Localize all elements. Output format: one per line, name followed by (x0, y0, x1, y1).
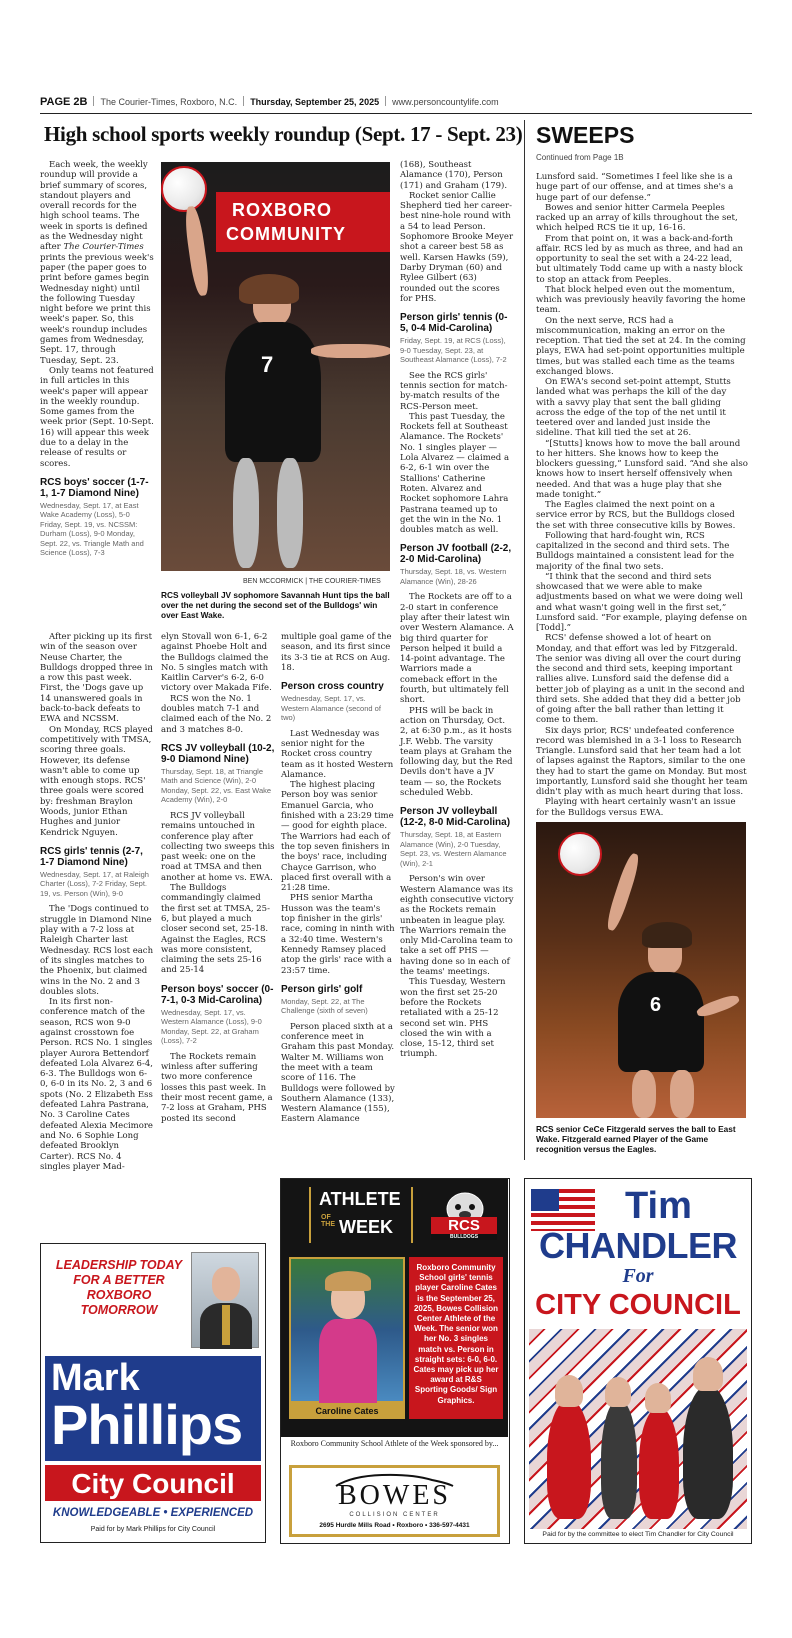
ad-office: CITY COUNCIL (535, 1289, 741, 1321)
person-head (693, 1357, 723, 1391)
page-number: PAGE 2B (40, 96, 88, 108)
leg-right (277, 458, 303, 568)
paragraph: multiple goal game of the season, and its first since its 3-3 tie at RCS on Aug. 18. (281, 632, 392, 673)
section-heading: RCS JV volleyball (10-2, 9-0 Diamond Nine) (161, 742, 275, 765)
aotw-athlete: ATHLETE (319, 1189, 401, 1209)
section-heading: Person boys' soccer (0-7-1, 0-3 Mid-Carolina) (161, 983, 274, 1006)
athlete-name: Caroline Cates (289, 1403, 405, 1419)
photo-credit: BEN MCCORMICK | THE COURIER-TIMES (243, 578, 381, 585)
schedule: Wednesday, Sept. 17, at Raleigh Charter (Loss), 7-2 Friday, Sept. 19, vs. Person (Win), 9-0 (40, 869, 149, 898)
page-header (40, 96, 752, 112)
paragraph: “I think that the second and third sets showcased that we were able to make adjustments based on what we were doing well and what wasn't going well in the first set,” Lunsford said. “For example, playing defense on [Todd].” (536, 571, 748, 633)
section-heading: RCS boys' soccer (1-7-1, 1-7 Diamond Nine) (40, 476, 149, 499)
athlete-photo (289, 1257, 405, 1403)
section-heading: Person girls' tennis (0-5, 0-4 Mid-Carolina) (400, 312, 508, 335)
roundup-col-1 (40, 160, 154, 564)
schedule: Wednesday, Sept. 17, vs. Western Alamance (Loss), 9-0 Monday, Sept. 22, at Graham (Loss), 7-2 (161, 1007, 262, 1046)
aotw-of: OF THE (321, 1214, 335, 1228)
intro-paragraph-2: Only teams not featured in full articles in this week's paper will appear in the weekly roundup. Some games from the week prior (Sept. 10-Sept. 16) will appear this week due to a delay in the release of results or scores. (40, 365, 154, 469)
schedule: Wednesday, Sept. 17, at East Wake Academy (Loss), 5-0 Friday, Sept. 19, vs. NCSSM: Durham (Loss), 9-0 Monday, Sept. 22, vs. Triangle Math and Science (Loss), 7-3 (40, 500, 144, 558)
ad-tim-chandler[interactable] (524, 1178, 752, 1544)
paragraph: Person's win over Western Alamance was its eighth consecutive victory as the Rockets remain unbeaten in league play. The Warriors remain the only Mid-Carolina team to take a set off PHS — having done so in each of the teams' meetings. (400, 874, 514, 978)
intro-paragraph-1: Each week, the weekly roundup will provide a brief summary of scores, standout players and overall records for the high school teams. The week in sports is defined as the Wednesday night after The Courier-Times prints the previous week's paper (the paper goes to print before games begin Wednesday night) until the following Tuesday night before we print this week's paper. So, this week's roundup includes games from Wednesday, Sept. 17, through Tuesday, Sept. 23. (40, 160, 154, 366)
paragraph: From that point on, it was a back-and-forth affair. RCS led by as much as three, and had an opportunity to seal the set with a 24-22 lead, but ultimately Todd came up with a nasty block to stop an attack from Peeples. (536, 233, 744, 285)
paragraph: elyn Stovall won 6-1, 6-2 against Phoebe Holt and the Bulldogs claimed the No. 5 singles match with Kaitlin Carver's 6-2, 6-0 victory over Makada Fife. (161, 632, 272, 694)
paragraph: The highest placing Person boy was senior Emanuel Garcia, who finished with a 23:29 time — good for eighth place. The Warriors had each of the top seven finishers in the boys' race, including Chayce Garrison, who placed first overall with a 21:28 time. (281, 780, 394, 894)
paragraph: Person placed sixth at a conference meet in Graham this past Monday. Walter M. Williams won the meet with a team score of 116. The Bulldogs were followed by Southern Alamance (133), Western Alamance (155), Eastern Alamance (281, 1021, 395, 1125)
player-hair (239, 274, 299, 304)
section-heading: Person JV football (2-2, 2-0 Mid-Carolina) (400, 543, 512, 566)
paragraph: The Bulldogs commandingly claimed the first set at TMSA, 25-6, but played a much closer second set, 25-18. Against the Eagles, RCS was more consistent, claiming the sets 25-16 and 25-14 (161, 883, 270, 976)
header-rule (40, 113, 752, 114)
leg-right (670, 1070, 694, 1118)
school-wordmark: RCS BULLDOGS (431, 1217, 497, 1240)
paragraph: In its first non-conference match of the season, RCS won 9-0 against crosstown foe Person. RCS No. 1 singles player Aurora Bettendorf defeated Lola Alvarez 6-4, 6-3. The Bulldogs won 6-0, 6-0 in its No. 2, 3 and 6 spots (No. 2 Elizabeth Ess defeated Lahra Pastrana, No. 3 Caroline Cates defeated Alexia Mecimore and No. 6 Sophie Long defeated Brooklyn Carter). RCS No. 4 singles player Mad- (40, 997, 153, 1172)
article-headline: High school sports weekly roundup (Sept. 17 - Sept. 23) (44, 122, 523, 146)
column-divider (524, 120, 525, 1160)
paragraph: “[Stutts] knows how to move the ball around to her hitters. She knows how to keep the blockers guessing,” Lunsford said. “And she also knows how to insert herself offensively when needed. And that was a huge play that she made tonight.” (536, 438, 748, 500)
sweeps-body (536, 172, 748, 818)
paragraph: Six days prior, RCS' undefeated conference record was blemished in a 3-1 loss to Research Triangle. Lunsford said that her team had a lot of lapses against the Raptors, similar to the one they had to start the game on Monday. But most importantly, Lunsford said she thought her team didn't play with as much heart during that loss. (536, 725, 748, 797)
schedule: Friday, Sept. 19, at RCS (Loss), 9-0 Tuesday, Sept. 23, at Southeast Alamance (Loss), 7-2 (400, 336, 507, 365)
paragraph: This past Tuesday, the Rockets fell at Southeast Alamance. The Rockets' No. 1 singles player — Lola Alvarez — claimed a 6-2, 6-1 win over the Stallions' Catherine Roten. Alvarez and Rocket sophomore Lahra Pastrana teamed up to get the win in the No. 1 doubles match as well. (400, 411, 510, 536)
paragraph: (168), Southeast Alamance (170), Person (171) and Graham (179). (400, 160, 508, 191)
raised-arm (604, 852, 642, 932)
candidate-family-photo (529, 1329, 747, 1529)
leg-left (632, 1070, 656, 1118)
player-jersey: 7 (225, 322, 321, 462)
paragraph: After picking up its first win of the season over Neuse Charter, the Bulldogs dropped three in a row this past week. First, the 'Dogs gave up 14 unanswered goals in back-to-back defeats to EWA and NCSSM. (40, 632, 153, 725)
continued-line: Continued from Page 1B (536, 153, 624, 162)
paragraph: This Tuesday, Western won the first set 25-20 before the Rockets retaliated with a 25-12 second set win. PHS closed the win with a close, 15-12, third set triumph. (400, 977, 506, 1060)
candidate-last-name: Phillips (51, 1393, 243, 1456)
ad-for: For (622, 1265, 654, 1287)
paragraph: RCS' defense showed a lot of heart on Monday, and that effort was led by Fitzgerald. The senior was diving all over the court during the second and third sets, keeping important rallies alive. Lunsford said the defense did a better job of playing as a unit in the second and third sets. She added that they did a better job of going after the ball rather than letting it come to them. (536, 633, 745, 726)
schedule: Thursday, Sept. 18, at Eastern Alamance (Win), 2-0 Tuesday, Sept. 23, vs. Western Alamance (Win), 2-1 (400, 830, 507, 868)
ad-paid-for: Paid for by Mark Phillips for City Council (90, 1526, 216, 1533)
player-jersey: 6 (618, 972, 704, 1072)
volleyball-photo-fitzgerald (536, 822, 746, 1118)
person-figure (547, 1399, 591, 1519)
issue-date: Thursday, September 25, 2025 (250, 97, 380, 107)
paragraph: Rocket senior Callie Shepherd tied her career-best nine-hole round with a 54 to lead Person. Sophomore Brooke Meyer shot a career best 58 as well. Karsen Hawks (59), Darby Dryman (60) and Rylee Gilbert (63) rounded out the scores for PHS. (400, 190, 514, 304)
paragraph: RCS won the No. 1 doubles match 7-1 and claimed each of the No. 2 and 3 matches 8-0. (161, 693, 272, 735)
volleyball (161, 166, 207, 212)
paragraph: The Eagles claimed the next point on a service error by RCS, but the Bulldogs closed the set with three consecutive kills by Bowes. (536, 500, 736, 531)
schedule: Thursday, Sept. 18, vs. Western Alamance (Win), 28-26 (400, 567, 507, 586)
photo-caption: RCS senior CeCe Fitzgerald serves the ball to East Wake. Fitzgerald earned Player of the Game recognition versus the Eagles. (536, 1124, 736, 1154)
paragraph: The Rockets are off to a 2-0 start in conference play after their latest win over Western Alamance. A big third quarter for Person helped it build a 14-point advantage. The Warriors made a comeback effort in the fourth, but ultimately fell short. (400, 592, 514, 706)
site-url[interactable]: www.personcountylife.com (392, 97, 499, 107)
raised-arm (183, 205, 211, 296)
paragraph: On Monday, RCS played competitively with TMSA, scoring three goals. However, its defense wasn't able to come up with enough stops. RCS' three goals were scored by: freshman Braylon Woods, junior Ethan Hughes and junior Kendrick Nguyen. (40, 724, 153, 838)
ad-paid-for: Paid for by the committee to elect Tim Chandler for City Council (542, 1531, 734, 1538)
section-heading: Person cross country (281, 681, 384, 693)
candidate-last-name: CHANDLER (539, 1225, 737, 1266)
person-figure (601, 1399, 637, 1519)
paragraph: Last Wednesday was senior night for the Rocket cross country team as it hosted Western Alamance. (281, 728, 394, 780)
roundup-col-2 (161, 632, 275, 1124)
leg-left (233, 458, 259, 568)
person-figure (639, 1407, 679, 1519)
sweeps-headline: SWEEPS (536, 122, 635, 148)
schedule: Wednesday, Sept. 17, vs. Western Alamance (second of two) (281, 694, 381, 723)
paragraph: PHS senior Martha Husson was the team's top finisher in the girls' race, coming in ninth with a 32:40 time. Western's Kennedy Ramsey placed atop the girls' race with a 23:57 time. (281, 893, 395, 976)
paragraph: The Rockets remain winless after suffering two more conference losses this past week. In their most recent game, a 7-2 loss at Graham, PHS posted its second (161, 1051, 273, 1124)
person-head (605, 1377, 631, 1407)
paragraph: RCS JV volleyball remains untouched in conference play after collecting two sweeps this past week: one on the road at TMSA and then another at home vs. EWA. (161, 810, 275, 883)
paragraph: Bowes and senior hitter Carmela Peeples racked up an array of kills throughout the set, which helped RCS tie it up, 16-16. (536, 202, 738, 234)
roundup-col-3 (281, 632, 395, 1125)
extended-arm (311, 344, 390, 358)
ad-mark-phillips[interactable] (40, 1243, 266, 1543)
sponsor-line: Roxboro Community School Athlete of the Week sponsored by... (290, 1439, 499, 1448)
candidate-first-name: Tim (625, 1185, 692, 1227)
candidate-first-name: Mark (51, 1357, 140, 1399)
paragraph: On EWA's second set-point attempt, Stutts landed what was perhaps the kill of the day with a savvy play that sent the ball gliding across the edge of the top of the net until it teetered over and landed just inside the sideline. That kill tied the set at 26. (536, 377, 731, 439)
paragraph: The 'Dogs continued to struggle in Diamond Nine play with a 7-2 loss at Raleigh Charter last Wednesday. RCS lost each of its singles matches to the Phoenix, but claimed wins in the No. 2 and 3 doubles slots. (40, 904, 154, 997)
photo-caption: RCS volleyball JV sophomore Savannah Hunt tips the ball over the net during the second set of the Bulldogs' win over East Wake. (161, 590, 390, 620)
aotw-panel (281, 1179, 508, 1437)
paper-name: The Courier-Times, Roxboro, N.C. (100, 97, 238, 107)
ad-athlete-of-the-week[interactable] (280, 1178, 510, 1544)
paragraph: Following that hard-fought win, RCS capitalized in the second and third sets. The Bulldogs maintained a consistent lead for the majority of the final two sets. (536, 530, 735, 572)
schedule: Monday, Sept. 22, at The Challenge (sixth of seven) (281, 996, 368, 1016)
player-hair (642, 922, 692, 948)
paragraph: PHS will be back in action on Thursday, Oct. 2, at 6:30 p.m., as it hosts J.F. Webb. The varsity team plays at Graham the following day, but the Red Devils don't have a JV team — so, the Rockets scheduled Webb. (400, 705, 513, 799)
person-figure (683, 1385, 733, 1519)
volleyball (558, 832, 602, 876)
arm (695, 993, 740, 1019)
section-heading: Person girls' golf (281, 983, 363, 995)
volleyball-photo-hunt (161, 162, 390, 571)
candidate-portrait (191, 1252, 259, 1348)
bowes-logo: BOWES COLLISION CENTER 2695 Hurdle Mills Road • Roxboro • 336-597-4431 (289, 1465, 500, 1537)
ad-office: City Council (71, 1468, 235, 1499)
ad-slogan: KNOWLEDGEABLE • EXPERIENCED (52, 1507, 254, 1519)
aotw-week: WEEK (339, 1217, 393, 1237)
roundup-col-4 (400, 160, 514, 1060)
paragraph: Lunsford said. “Sometimes I feel like she is a huge part of our offense, and at times she's a huge part of our defense.” (536, 172, 734, 203)
section-heading: RCS girls' tennis (2-7, 1-7 Diamond Nine) (40, 845, 143, 868)
paragraph: That block helped even out the momentum, which was previously heavily favoring the home team. (536, 284, 746, 316)
person-head (555, 1375, 583, 1407)
section-heading: Person JV volleyball (12-2, 8-0 Mid-Carolina) (400, 806, 511, 829)
athlete-blurb: Roxboro Community School girls' tennis player Caroline Cates is the September 25, 2025, Bowes Collision Center Athlete of the Week. The senior won her No. 3 singles match vs. Person in straight sets: 6-0, 6-0. Cates may pick up her award at R&S Sporting Goods/ Sign Graphics. (409, 1257, 503, 1419)
person-head (645, 1383, 671, 1413)
schedule: Thursday, Sept. 18, at Triangle Math and Science (Win), 2-0 Monday, Sept. 22, vs. East Wake Academy (Win), 2-0 (161, 766, 272, 805)
paragraph: On the next serve, RCS had a miscommunication, making an error on the reception. That tied the set at 24. In the coming plays, EWA had set-point opportunities multiple times, but was stalled each time as the teams exchanged blows. (536, 315, 746, 377)
ad-tagline: LEADERSHIP TODAY FOR A BETTER ROXBORO TOMORROW (55, 1258, 183, 1317)
paragraph: Playing with heart certainly wasn't an issue for the Bulldogs versus EWA. (536, 797, 736, 818)
paragraph: See the RCS girls' tennis section for match-by-match results of the RCS-Person meet. (400, 370, 508, 412)
roundup-col-1b (40, 632, 154, 1172)
gym-banner: ROXBORO COMMUNITY (216, 192, 390, 252)
